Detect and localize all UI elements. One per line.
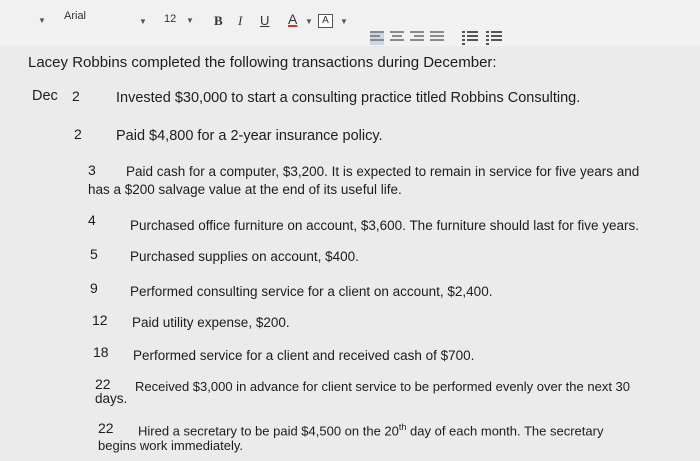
transaction-text: Invested $30,000 to start a consulting practice titled Robbins Consulting. <box>116 90 581 106</box>
transaction-text: Hired a secretary to be paid $4,500 on the 20th day of each month. The secretary <box>138 422 604 439</box>
text-color-icon[interactable]: A <box>288 11 298 27</box>
transaction-text: Paid utility expense, $200. <box>132 315 290 330</box>
caret-down-icon[interactable]: ▼ <box>38 16 46 25</box>
formatting-toolbar <box>0 0 700 47</box>
highlight-icon[interactable]: A <box>318 12 333 28</box>
chevron-down-icon[interactable]: ▼ <box>139 17 147 26</box>
transaction-day: 22 <box>95 376 111 392</box>
align-center-icon[interactable] <box>390 31 404 45</box>
chevron-down-icon[interactable]: ▼ <box>340 17 348 26</box>
document-body[interactable] <box>0 46 700 461</box>
intro-text: Lacey Robbins completed the following transactions during December: <box>28 54 497 71</box>
transaction-text-continued: has a $200 salvage value at the end of its useful life. <box>88 182 402 197</box>
align-left-icon[interactable] <box>370 31 384 45</box>
transaction-text: Performed service for a client and received cash of $700. <box>133 348 475 363</box>
chevron-down-icon[interactable]: ▼ <box>305 17 313 26</box>
transaction-day: 2 <box>72 88 80 104</box>
transaction-text: Performed consulting service for a client on account, $2,400. <box>130 284 493 299</box>
transaction-day: 3 <box>88 162 96 178</box>
bold-icon[interactable]: B <box>214 13 223 28</box>
transaction-day: 22 <box>98 420 114 436</box>
transaction-text: Paid $4,800 for a 2-year insurance policy. <box>116 128 383 144</box>
font-name-select[interactable]: Arial <box>64 10 87 22</box>
transaction-day: 9 <box>90 280 98 296</box>
transaction-text: Received $3,000 in advance for client service to be performed evenly over the next 30 <box>135 379 631 394</box>
transaction-text-continued: begins work immediately. <box>98 438 243 453</box>
transaction-text: Purchased office furniture on account, $3,600. The furniture should last for five years. <box>130 218 640 233</box>
transaction-day: 5 <box>90 246 98 262</box>
transaction-text: Paid cash for a computer, $3,200. It is expected to remain in service for five years and <box>126 164 640 179</box>
transaction-day: 18 <box>93 344 109 360</box>
underline-icon[interactable]: U <box>260 13 270 28</box>
transaction-day: 12 <box>92 312 108 328</box>
transaction-text: Purchased supplies on account, $400. <box>130 249 359 264</box>
chevron-down-icon[interactable]: ▼ <box>186 16 194 25</box>
transaction-day: 4 <box>88 212 96 228</box>
justify-icon[interactable] <box>430 31 444 45</box>
numbered-list-icon[interactable] <box>462 31 478 45</box>
month-label: Dec <box>32 88 58 104</box>
transaction-day: 2 <box>74 126 82 142</box>
font-size-select[interactable]: 12 <box>164 13 177 25</box>
transaction-text-continued: days. <box>95 391 128 406</box>
italic-icon[interactable]: I <box>238 13 243 28</box>
align-right-icon[interactable] <box>410 31 424 45</box>
bullet-list-icon[interactable] <box>486 31 502 45</box>
